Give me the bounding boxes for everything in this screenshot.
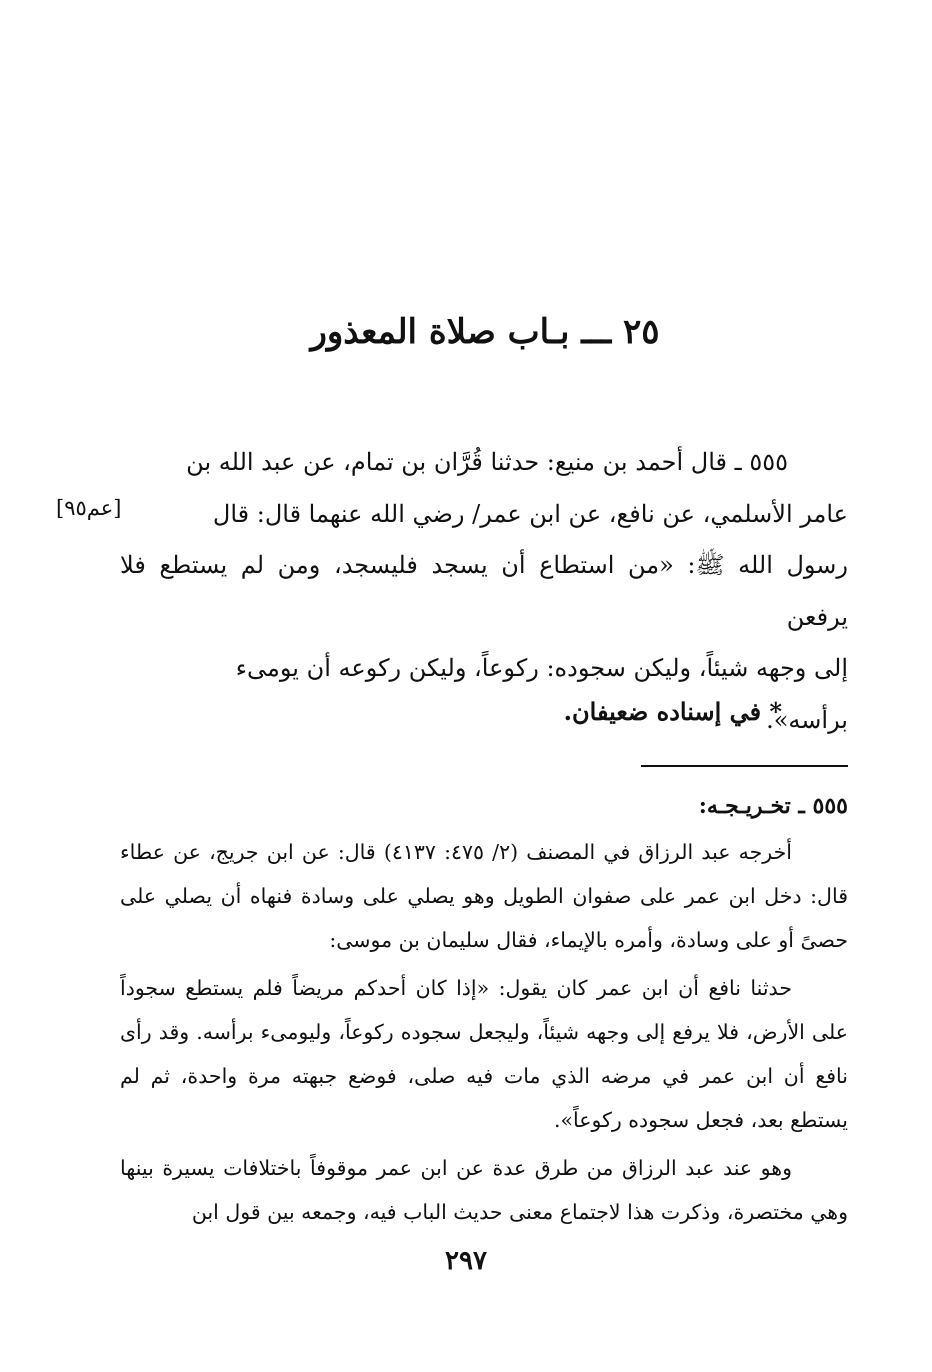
footnote-divider bbox=[641, 765, 848, 767]
page-number: ٢٩٧ bbox=[445, 1246, 487, 1276]
takhrij-heading: ٥٥٥ ـ تخـريـجـه: bbox=[698, 793, 848, 819]
hadith-line: إلى وجهه شيئاً، وليكن سجوده: ركوعاً، وليكن ركوعه أن يومىء bbox=[235, 654, 848, 682]
isnad-grade: * في إسناده ضعيفان. bbox=[563, 697, 782, 726]
hadith-line: عامر الأسلمي، عن نافع، عن ابن عمر/ رضي الله عنهما قال: قال bbox=[212, 499, 848, 528]
takhrij-paragraph: حدثنا نافع أن ابن عمر كان يقول: «إذا كان أحدكم مريضاً فلم يستطع سجوداً على الأرض، فلا يرفع إلى وجهه شيئاً، وليجعل سجوده ركوعاً، وليومىء برأسه. وقد رأى نافع أن ابن عمر في مرضه الذي مات فيه صلى، فوضع جبهته مرة واحدة، ثم لم يستطع بعد، فجعل سجوده ركوعاً». bbox=[120, 976, 848, 1132]
hadith-line: برأسه». bbox=[766, 705, 848, 734]
hadith-line: رسول الله ﷺ: «من استطاع أن يسجد فليسجد، ومن لم يستطع فلا يرفعن bbox=[120, 551, 848, 631]
manuscript-margin-note: [عم٩٥] bbox=[56, 496, 122, 520]
hadith-line: ٥٥٥ ـ قال أحمد بن منيع: حدثنا قُرَّان بن تمام، عن عبد الله بن bbox=[186, 448, 788, 476]
takhrij-body bbox=[120, 830, 848, 1238]
takhrij-paragraph: وهو عند عبد الرزاق من طرق عدة عن ابن عمر موقوفاً باختلافات يسيرة بينها وهي مختصرة، وذكرت هذا لاجتماع معنى حديث الباب فيه، وجمعه بين قول ابن bbox=[120, 1156, 848, 1224]
chapter-title: ٢٥ ـــ بـاب صلاة المعذور bbox=[310, 312, 660, 352]
takhrij-paragraph: أخرجه عبد الرزاق في المصنف (٢/ ٤٧٥: ٤١٣٧) قال: عن ابن جريج، عن عطاء قال: دخل ابن عمر على صفوان الطويل وهو يصلي على وسادة فنهاه أن يصلي على حصىً أو على وسادة، وأمره بالإيماء، فقال سليمان بن موسى: bbox=[120, 840, 848, 952]
